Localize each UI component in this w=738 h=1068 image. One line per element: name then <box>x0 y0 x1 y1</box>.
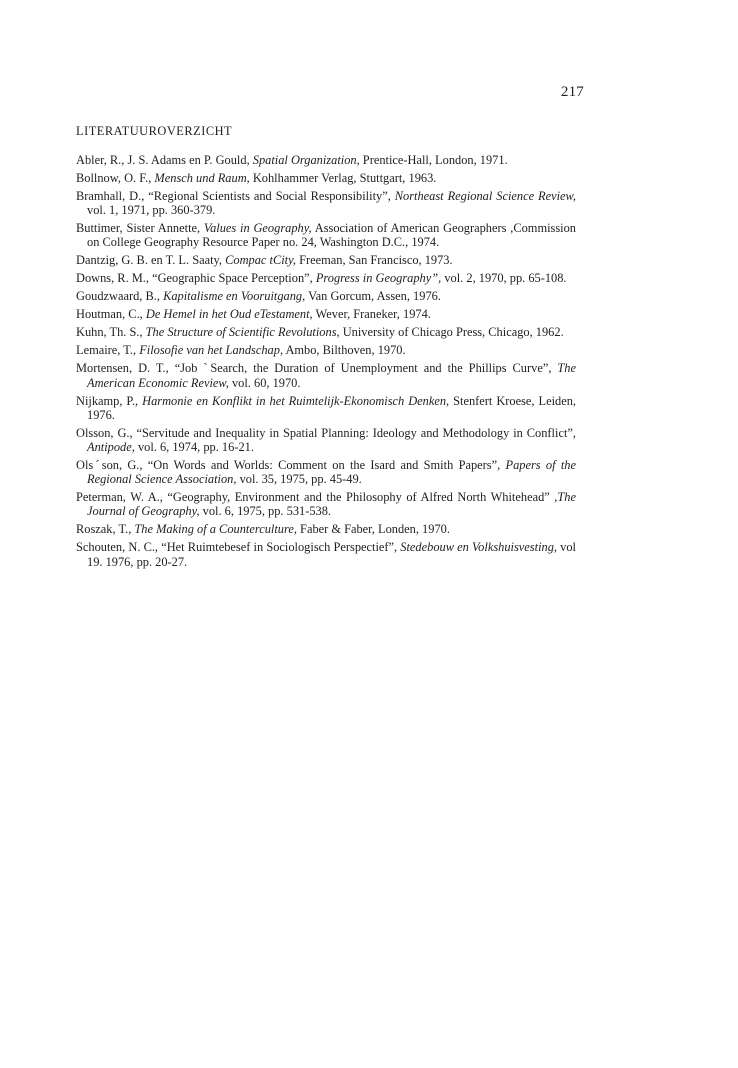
reference-title: Mensch und Raum, <box>154 171 250 185</box>
reference-title: Papers of the Regional Science Association, <box>87 458 577 487</box>
reference-entry: Goudzwaard, B., Kapitalisme en Vooruitgang, Van Gorcum, Assen, 1976. <box>76 289 441 304</box>
reference-title: The Structure of Scientific Revolutions, <box>145 325 340 340</box>
reference-title: Progress in Geography”, <box>315 271 442 286</box>
reference-title: Northeast Regional Science Review, <box>394 189 576 203</box>
reference-title: The Making of a Counterculture, <box>134 522 297 537</box>
reference-entry: Olsˊson, G., “On Words and Worlds: Comment on the Isard and Smith Papers”, Papers of the Regional Science Association, vol. 35, 1975, pp. 45-49. <box>76 458 577 487</box>
reference-entry: Nijkamp, P., Harmonie en Konflikt in het Ruimtelijk-Ekonomisch Denken, Stenfert Kroese, Leiden, 1976. <box>76 393 577 422</box>
reference-entry: Abler, R., J. S. Adams en P. Gould, Spatial Organization, Prentice-Hall, London, 1971. <box>76 153 508 167</box>
reference-entry: Lemaire, T., Filosofie van het Landschap, Ambo, Bilthoven, 1970. <box>76 343 406 358</box>
reference-title: Spatial Organization, <box>252 153 360 167</box>
reference-entry: Bramhall, D., “Regional Scientists and Social Responsibility”, Northeast Regional Science Review, vol. 1, 1971, pp. 360-379. <box>76 189 576 218</box>
reference-entry: Buttimer, Sister Annette, Values in Geography, Association of American Geographers ,Commission on College Geography Resource Paper no. 24, Washington D.C., 1974. <box>76 221 576 250</box>
reference-entry: Dantzig, G. B. en T. L. Saaty, Compac tCity, Freeman, San Francisco, 1973. <box>76 253 453 268</box>
page-number: 217 <box>560 84 584 100</box>
reference-entry: Mortensen, D. T., “Job ˋSearch, the Duration of Unemployment and the Phillips Curve”, The American Economic Review, vol. 60, 1970. <box>76 361 576 390</box>
reference-title: Antipode, <box>87 440 135 455</box>
reference-entry: Roszak, T., The Making of a Counterculture, Faber & Faber, Londen, 1970. <box>76 522 450 537</box>
section-heading: LITERATUUROVERZICHT <box>76 124 233 138</box>
reference-title: De Hemel in het Oud eTestament, <box>145 307 313 322</box>
reference-title: Stedebouw en Volkshuisvesting, <box>400 540 557 555</box>
reference-title: Filosofie van het Landschap, <box>139 343 284 358</box>
reference-entry: Bollnow, O. F., Mensch und Raum, Kohlhammer Verlag, Stuttgart, 1963. <box>76 171 437 185</box>
reference-title: Compac tCity, <box>225 253 297 268</box>
reference-entry: Downs, R. M., “Geographic Space Perception”, Progress in Geography”, vol. 2, 1970, pp. 65-108. <box>76 271 567 286</box>
reference-entry: Schouten, N. C., “Het Ruimtebesef in Sociologisch Perspectief”, Stedebouw en Volkshuisvesting, vol 19. 1976, pp. 20-27. <box>76 540 576 569</box>
reference-entry: Peterman, W. A., “Geography, Environment and the Philosophy of Alfred North Whitehead” ,The Journal of Geography, vol. 6, 1975, pp. 531-538. <box>76 490 576 519</box>
reference-entry: Kuhn, Th. S., The Structure of Scientific Revolutions, University of Chicago Press, Chicago, 1962. <box>76 325 564 340</box>
reference-title: The Journal of Geography, <box>87 490 576 519</box>
reference-list <box>76 153 576 573</box>
reference-title: Kapitalisme en Vooruitgang, <box>163 289 306 304</box>
reference-title: Harmonie en Konflikt in het Ruimtelijk-Ekonomisch Denken, <box>142 393 450 408</box>
reference-entry: Olsson, G., “Servitude and Inequality in Spatial Planning: Ideology and Methodology in Conflict”, Antipode, vol. 6, 1974, pp. 16-21. <box>76 425 576 455</box>
reference-title: The American Economic Review, <box>87 361 576 390</box>
reference-title: Values in Geography, <box>203 221 312 236</box>
reference-entry: Houtman, C., De Hemel in het Oud eTestament, Wever, Franeker, 1974. <box>76 307 431 322</box>
